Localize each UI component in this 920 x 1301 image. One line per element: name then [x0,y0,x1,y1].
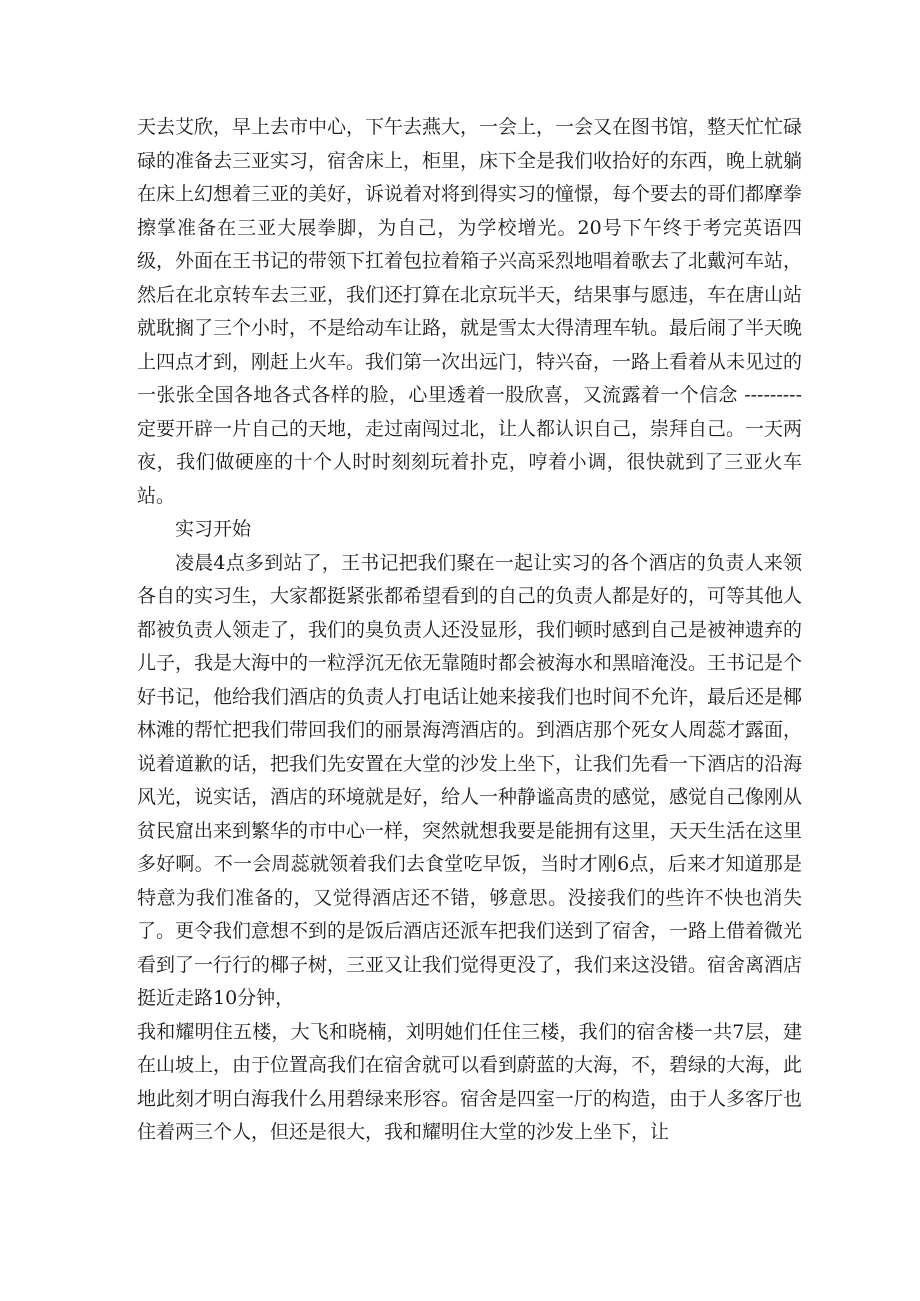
section-heading: 实习开始 [175,518,252,540]
body-paragraph: 天去艾欣，早上去市中心，下午去燕大，一会上，一会又在图书馆，整天忙忙碌碌的准备去三亚实习，宿舍床上，柜里，床下全是我们收拾好的东西，晚上就躺在床上幻想着三亚的美好，诉说着对将到得实习的憧憬，每个要去的哥们都摩拳擦掌准备在三亚大展拳脚，为自己，为学校增光。20号下午终于考完英语四级，外面在王书记的带领下扛着包拉着箱子兴高采烈地唱着歌去了北戴河车站，然后在北京转车去三亚，我们还打算在北京玩半天，结果事与愿违，车在唐山站就耽搁了三个小时，不是给动车让路，就是雪太大得清理车轨。最后闹了半天晚上四点才到，刚赶上火车。我们第一次出远门，特兴奋，一路上看着从未见过的一张张全国各地各式各样的脸，心里透着一股欣喜，又流露着一个信念 ---------定要开辟一片自己的天地，走过南闯过北，让人都认识自己，崇拜自己。一天两夜，我们做硬座的十个人时时刻刻玩着扑克，哼着小调，很快就到了三亚火车站。 [137,116,803,507]
body-paragraph: 我和耀明住五楼，大飞和晓楠，刘明她们任住三楼，我们的宿舍楼一共7层，建在山坡上，由于位置高我们在宿舍就可以看到蔚蓝的大海，不，碧绿的大海，此地此刻才明白海我什么用碧绿来形容。宿舍是四室一厅的构造，由于人多客厅也住着两三个人，但还是很大，我和耀明住大堂的沙发上坐下，让 [137,1020,803,1143]
document-body [137,111,802,1150]
body-paragraph: 凌晨4点多到站了，王书记把我们聚在一起让实习的各个酒店的负责人来领各自的实习生，大家都挺紧张都希望看到的自己的负责人都是好的，可等其他人都被负责人领走了，我们的臭负责人还没显形，我们顿时感到自己是被神遗弃的儿子，我是大海中的一粒浮沉无依无靠随时都会被海水和黑暗淹没。王书记是个好书记，他给我们酒店的负责人打电话让她来接我们也时间不允许，最后还是椰林滩的帮忙把我们带回我们的丽景海湾酒店的。到酒店那个死女人周蕊才露面，说着道歉的话，把我们先安置在大堂的沙发上坐下，让我们先看一下酒店的沿海风光，说实话，酒店的环境就是好，给人一种静谧高贵的感觉，感觉自己像刚从贫民窟出来到繁华的市中心一样，突然就想我要是能拥有这里，天天生活在这里多好啊。不一会周蕊就领着我们去食堂吃早饭，当时才刚6点，后来才知道那是特意为我们准备的，又觉得酒店还不错，够意思。没接我们的些许不快也消失了。更令我们意想不到的是饭后酒店还派车把我们送到了宿舍，一路上借着微光看到了一行行的椰子树，三亚又让我们觉得更没了，我们来这没错。宿舍离酒店挺近走路10分钟， [137,551,803,1009]
